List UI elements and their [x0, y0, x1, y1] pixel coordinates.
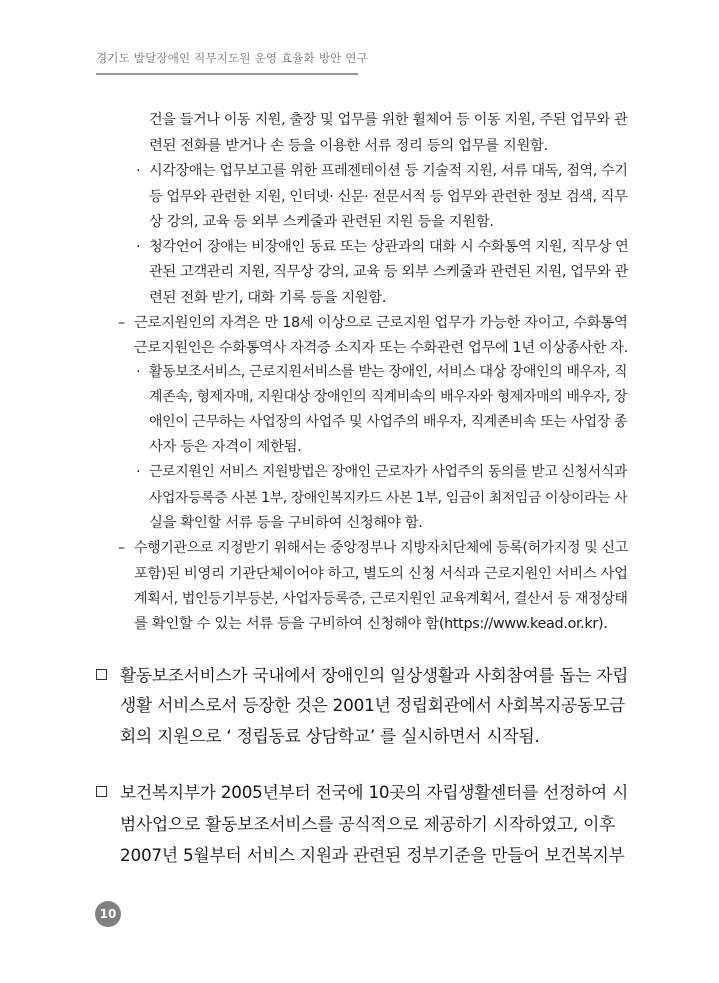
- body-line: 수행기관으로 지정받기 위해서는 중앙정부나 지방자치단체에 등록(허가지정 및 신고: [134, 540, 628, 556]
- para-line: 범사업으로 활동보조서비스를 공식적으로 제공하기 시작하였고, 이후: [120, 814, 616, 834]
- header-rule: [96, 73, 358, 75]
- body-line: 근로지원인 서비스 지원방법은 장애인 근로자가 사업주의 동의를 받고 신청서식과: [149, 464, 627, 480]
- running-header: [96, 50, 368, 66]
- bullet-dot: ·: [136, 239, 141, 255]
- body-line: 를 확인할 수 있는 서류 등을 구비하여 신청해야 함(https://www.kead.or.kr).: [134, 616, 608, 632]
- body-line: 근로지원인은 수화통역사 자격증 소지자 또는 수화관련 업무에 1년 이상종사한 자.: [134, 340, 628, 356]
- body-line: 근로지원인의 자격은 만 18세 이상으로 근로지원 업무가 가능한 자이고, 수화통역: [134, 315, 628, 331]
- body-line: 계존속, 형제자매, 지원대상 장애인의 직계비속의 배우자와 형제자매의 배우자, 장: [149, 389, 628, 405]
- para-line: 보건복지부가 2005년부터 전국에 10곳의 자립생활센터를 선정하여 시: [120, 782, 629, 802]
- body-line: 청각언어 장애는 비장애인 동료 또는 상관과의 대화 시 수화통역 지원, 직무상 연: [149, 239, 629, 255]
- bullet-dot: ·: [136, 163, 141, 179]
- para-line: 회의 지원으로 ‘ 정립동료 상담학교’ 를 실시하면서 시작됨.: [120, 726, 540, 746]
- body-line: 활동보조서비스, 근로지원서비스를 받는 장애인, 서비스 대상 장애인의 배우자, 직: [149, 364, 628, 380]
- body-line: 시각장애는 업무보고를 위한 프레젠테이션 등 기술적 지원, 서류 대독, 점역, 수기: [149, 163, 628, 179]
- body-line: 건을 들거나 이동 지원, 출장 및 업무를 위한 휠체어 등 이동 지원, 주된 업무와 관: [149, 112, 628, 128]
- body-line: 계획서, 법인등기부등본, 사업자등록증, 근로지원인 교육계획서, 결산서 등 재정상태: [134, 591, 628, 607]
- body-line: 련된 전화를 받거나 손 등을 이용한 서류 정리 등의 업무를 지원함.: [149, 138, 548, 154]
- bullet-dot: ·: [136, 364, 141, 380]
- body-line: 사자 등은 자격이 제한됨.: [149, 439, 302, 455]
- body-line: 포함)된 비영리 기관단체이어야 하고, 별도의 신청 서식과 근로지원인 서비스 사업: [134, 566, 628, 582]
- dash-marker: –: [118, 540, 126, 556]
- body-line: 관된 고객관리 지원, 직무상 강의, 교육 등 외부 스케줄과 관련된 지원, 업무와 관: [149, 264, 629, 280]
- body-line: 사업자등록증 사본 1부, 장애인복지카드 사본 1부, 임금이 최저임금 이상이라는 사: [149, 490, 628, 506]
- para-line: 활동보조서비스가 국내에서 장애인의 일상생활과 사회참여를 돕는 자립: [120, 665, 629, 685]
- body-line: 실을 확인할 서류 등을 구비하여 신청해야 함.: [149, 515, 423, 531]
- page-number: 10: [95, 901, 121, 927]
- para-line: 생활 서비스로서 등장한 것은 2001년 정립회관에서 사회복지공동모금: [120, 695, 626, 715]
- header-title: 경기도 발달장애인 직무지도원 운영 효율화 방안 연구: [96, 51, 368, 65]
- dash-marker: –: [118, 315, 126, 331]
- body-line: 등 업무와 관련한 지원, 인터넷· 신문· 전문서적 등 업무와 관련한 정보 검색, 직무: [149, 189, 628, 205]
- body-line: 애인이 근무하는 사업장의 사업주 및 사업주의 배우자, 직계존비속 또는 사업장 종: [149, 414, 628, 430]
- checkbox-marker: [96, 786, 107, 797]
- body-line: 상 강의, 교육 등 외부 스케줄과 관련된 지원 등을 지원함.: [149, 214, 494, 230]
- body-line: 련된 전화 받기, 대화 기록 등을 지원함.: [149, 290, 387, 306]
- para-line: 2007년 5월부터 서비스 지원과 관련된 정부기준을 만들어 보건복지부: [120, 845, 625, 865]
- checkbox-marker: [96, 669, 107, 680]
- bullet-dot: ·: [136, 464, 141, 480]
